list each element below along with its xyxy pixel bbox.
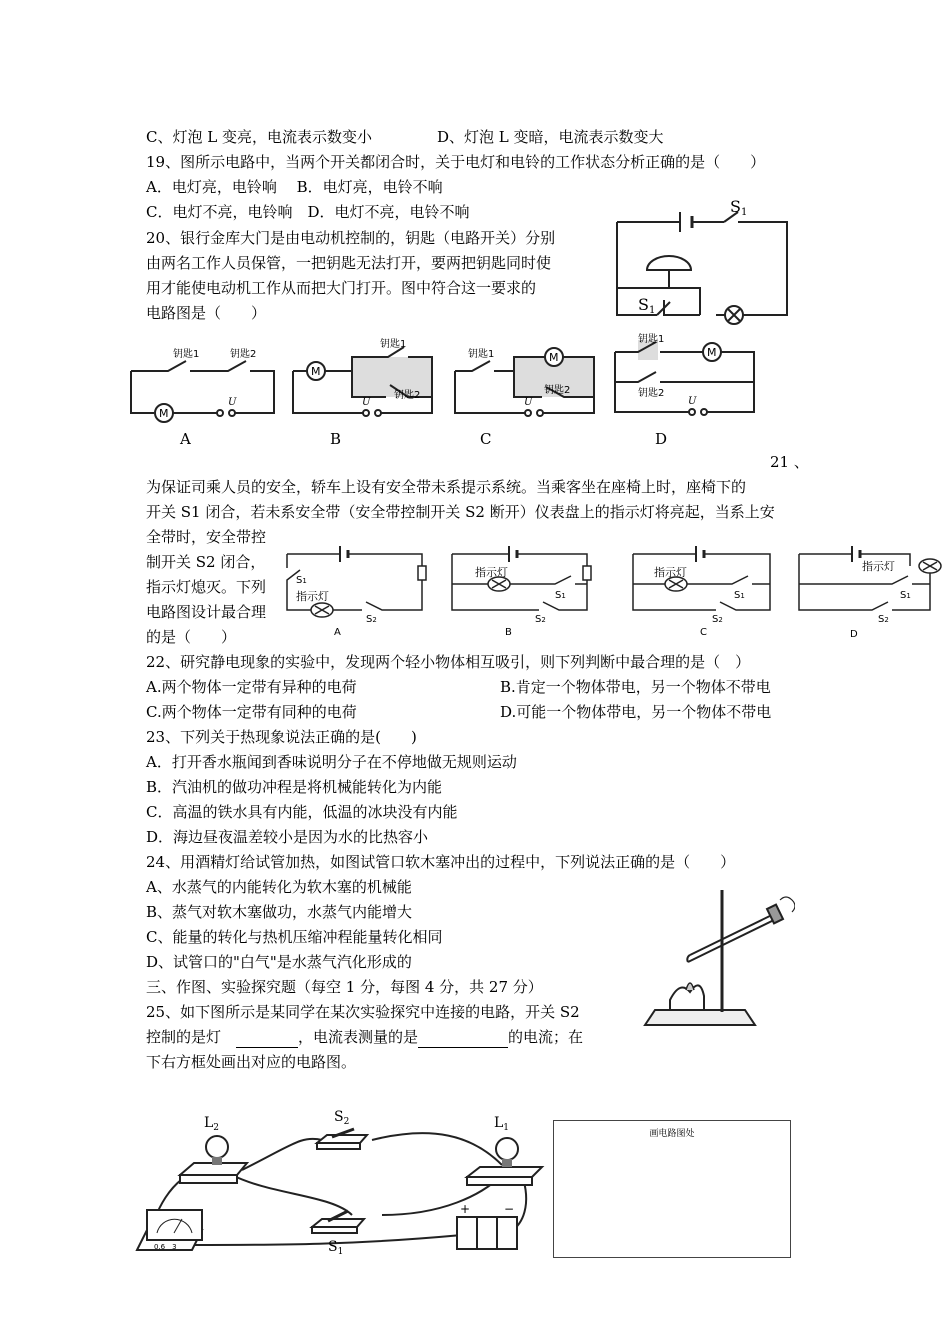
q25-drawing-box-title: 画电路图处 [649, 1129, 695, 1139]
svg-text:M: M [707, 346, 717, 359]
svg-text:指示灯: 指示灯 [654, 566, 687, 579]
svg-text:钥匙2: 钥匙2 [394, 390, 421, 401]
q25-stem-1: 25、如下图所示是某同学在某次实验探究中连接的电路，开关 S2 [146, 1003, 580, 1021]
q23-stem: 23、下列关于热现象说法正确的是( ) [146, 728, 417, 746]
svg-text:S1: S1 [734, 590, 745, 601]
q25-physical-circuit-figure [132, 1105, 552, 1265]
q20-label-b: B [330, 430, 342, 448]
q20-circuit-d [612, 330, 762, 422]
svg-text:M: M [549, 351, 559, 364]
q20-circuit-a [128, 335, 278, 423]
q21-stem-4: 制开关 S2 闭合， [146, 553, 266, 571]
q21-stem-2: 开关 S1 闭合，若未系安全带（安全带控制开关 S2 断开）仪表盘上的指示灯将亮起，当系上安 [146, 503, 775, 521]
q22-stem: 22、研究静电现象的实验中，发现两个轻小物体相互吸引，则下列判断中最合理的是（ ） [146, 653, 751, 671]
q24-heating-apparatus-figure [630, 870, 795, 1045]
q19-circuit-figure [612, 200, 797, 330]
svg-text:U: U [362, 397, 371, 408]
q25-blank-1[interactable] [236, 1027, 298, 1048]
fig25-l1-label: $L_1$ [494, 1115, 510, 1133]
svg-text:U: U [228, 397, 237, 408]
svg-text:S1: S1 [555, 590, 566, 601]
section-3-heading: 三、作图、实验探究题（每空 1 分，每图 4 分，共 27 分） [146, 978, 543, 996]
q21-stem-7: 的是（ ） [146, 628, 237, 646]
svg-text:S2: S2 [712, 614, 723, 625]
q23-option-b: B．汽油机的做功冲程是将机械能转化为内能 [146, 778, 443, 796]
q20-circuit-b [290, 335, 440, 423]
q21-stem-6: 电路图设计最合理 [146, 603, 267, 621]
q25-stem-3: 下右方框处画出对应的电路图。 [146, 1053, 357, 1071]
q20-stem-1: 20、银行金库大门是由电动机控制的，钥匙（电路开关）分别 [146, 229, 556, 247]
q19-options-ab: A．电灯亮，电铃响 B．电灯亮，电铃不响 [146, 178, 443, 196]
svg-text:钥匙1: 钥匙1 [638, 334, 665, 345]
svg-text:A: A [334, 627, 341, 638]
fig19-s2-label: S1 [638, 295, 656, 316]
q18-option-c: C、灯泡 L 变亮，电流表示数变小 [146, 128, 372, 146]
svg-text:S2: S2 [878, 614, 889, 625]
svg-text:M: M [159, 407, 169, 420]
svg-text:S2: S2 [366, 614, 377, 625]
q20-label-c: C [480, 430, 492, 448]
svg-text:钥匙2: 钥匙2 [544, 385, 571, 396]
svg-text:D: D [850, 629, 858, 640]
svg-text:指示灯: 指示灯 [296, 590, 329, 603]
q21-circuit-b [447, 540, 597, 640]
svg-text:+: + [460, 1202, 471, 1216]
fig25-s2-label: $S_2$ [334, 1109, 350, 1127]
q23-option-c: C．高温的铁水具有内能，低温的冰块没有内能 [146, 803, 458, 821]
q21-stem-3: 全带时，安全带控 [146, 528, 267, 546]
svg-text:S1: S1 [900, 590, 911, 601]
q24-option-d: D、试管口的"白气"是水蒸气汽化形成的 [146, 953, 412, 971]
q20-circuit-c [452, 335, 602, 423]
q20-stem-4: 电路图是（ ） [146, 304, 267, 322]
q21-stem-5: 指示灯熄灭。下列 [146, 578, 267, 596]
svg-text:钥匙1: 钥匙1 [173, 349, 200, 360]
q20-label-d: D [655, 430, 668, 448]
q21-number: 21 、 [770, 453, 809, 471]
q22-option-c: C.两个物体一定带有同种的电荷 [146, 703, 357, 721]
q21-stem-1: 为保证司乘人员的安全，轿车上设有安全带未系提示系统。当乘客坐在座椅上时，座椅下的 [146, 478, 747, 496]
svg-text:指示灯: 指示灯 [862, 560, 895, 573]
svg-text:S2: S2 [535, 614, 546, 625]
svg-text:钥匙2: 钥匙2 [230, 349, 257, 360]
q19-stem: 19、图所示电路中，当两个开关都闭合时，关于电灯和电铃的工作状态分析正确的是（ ） [146, 153, 766, 171]
svg-text:B: B [505, 627, 512, 638]
fig25-l2-label: $L_2$ [204, 1115, 220, 1133]
q25-drawing-box[interactable] [553, 1120, 791, 1258]
q20-label-a: A [180, 430, 191, 448]
q22-option-a: A.两个物体一定带有异种的电荷 [146, 678, 357, 696]
svg-text:M: M [311, 365, 321, 378]
q22-option-d: D.可能一个物体带电，另一个物体不带电 [500, 703, 772, 721]
fig19-s1-label: S1 [730, 200, 748, 218]
q24-option-b: B、蒸气对软木塞做功，水蒸气内能增大 [146, 903, 413, 921]
svg-text:钥匙1: 钥匙1 [380, 339, 407, 350]
q21-circuit-c [628, 540, 778, 640]
q24-stem: 24、用酒精灯给试管加热，如图试管口软木塞冲出的过程中，下列说法正确的是（ ） [146, 853, 736, 871]
q25-blank-2[interactable] [418, 1027, 508, 1048]
q23-option-d: D．海边昼夜温差较小是因为水的比热容小 [146, 828, 429, 846]
svg-text:指示灯: 指示灯 [475, 566, 508, 579]
q20-stem-3: 用才能使电动机工作从而把大门打开。图中符合这一要求的 [146, 279, 537, 297]
svg-text:U: U [524, 397, 533, 408]
svg-text:钥匙1: 钥匙1 [468, 349, 495, 360]
fig25-ammeter-scale: 0.6 3 [154, 1243, 177, 1251]
svg-text:钥匙2: 钥匙2 [638, 388, 665, 399]
svg-text:S1: S1 [296, 575, 307, 586]
svg-text:U: U [688, 396, 697, 407]
q24-option-a: A、水蒸气的内能转化为软木塞的机械能 [146, 878, 412, 896]
q21-circuit-a [282, 540, 432, 640]
fig25-s1-label: $S_1$ [328, 1239, 344, 1257]
q19-options-cd: C．电灯不亮，电铃响 D．电灯不亮，电铃不响 [146, 203, 470, 221]
q25-stem-2: 控制的是灯 ，电流表测量的是 的电流；在 [146, 1028, 584, 1046]
svg-text:−: − [504, 1202, 515, 1216]
q24-option-c: C、能量的转化与热机压缩冲程能量转化相同 [146, 928, 443, 946]
svg-text:C: C [700, 627, 707, 638]
q22-option-b: B.肯定一个物体带电，另一个物体不带电 [500, 678, 771, 696]
q23-option-a: A．打开香水瓶闻到香味说明分子在不停地做无规则运动 [146, 753, 517, 771]
q20-stem-2: 由两名工作人员保管，一把钥匙无法打开，要两把钥匙同时使 [146, 254, 552, 272]
q18-option-d: D、灯泡 L 变暗，电流表示数变大 [437, 128, 664, 146]
q21-circuit-d [794, 540, 944, 640]
